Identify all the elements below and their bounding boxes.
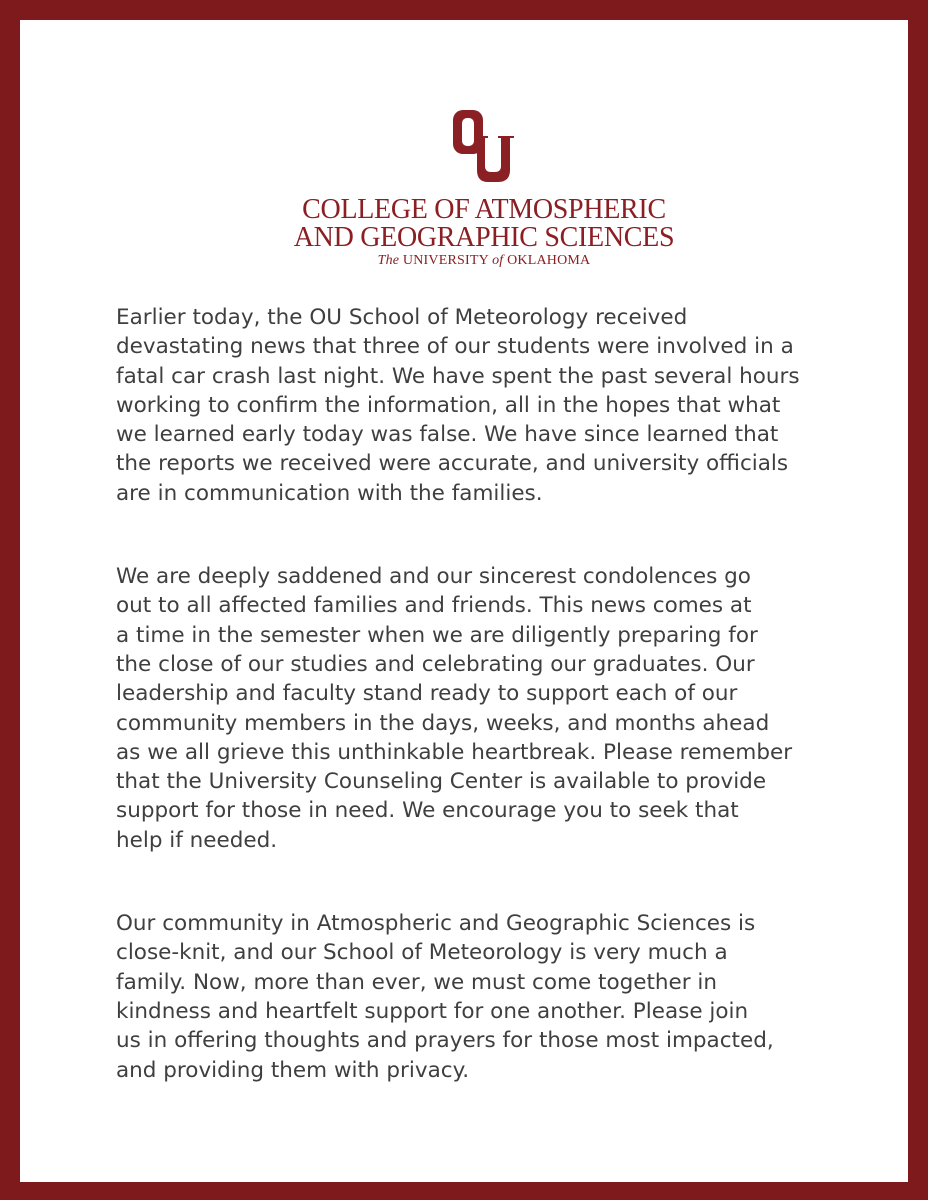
university-the: The: [377, 253, 400, 268]
paragraph-line: kindness and heartfelt support for one another. Please join: [116, 998, 749, 1024]
college-name: [20, 196, 928, 252]
paragraph-line: the reports we received were accurate, and university officials: [116, 451, 789, 477]
paragraph-line: out to all affected families and friends. This news comes at: [116, 593, 752, 619]
university-of: of: [492, 253, 504, 268]
ou-logo-icon: [452, 108, 516, 184]
paragraph-line: are in communication with the families.: [116, 480, 543, 506]
university-state: OKLAHOMA: [507, 253, 591, 268]
paragraph-line: support for those in need. We encourage you to seek that: [116, 798, 739, 824]
paragraph-line: We are deeply saddened and our sincerest condolences go: [116, 564, 751, 590]
paragraph-line: fatal car crash last night. We have spent the past several hours: [116, 363, 800, 389]
college-logo: [20, 108, 928, 269]
university-word: UNIVERSITY: [402, 253, 489, 268]
paragraph-line: working to confirm the information, all in the hopes that what: [116, 392, 781, 418]
paragraph-3: [116, 909, 836, 1085]
college-name-line-1: COLLEGE OF ATMOSPHERIC: [302, 194, 666, 225]
paragraph-2: [116, 562, 836, 855]
paragraph-1: [116, 303, 836, 508]
paragraph-line: help if needed.: [116, 827, 278, 853]
paragraph-line: that the University Counseling Center is available to provide: [116, 769, 767, 795]
paragraph-line: community members in the days, weeks, and months ahead: [116, 710, 770, 736]
paragraph-line: Earlier today, the OU School of Meteorology received: [116, 305, 688, 330]
statement-body: [116, 303, 836, 1085]
paragraph-line: us in offering thoughts and prayers for those most impacted,: [116, 1028, 774, 1054]
paragraph-line: and providing them with privacy.: [116, 1057, 470, 1083]
college-name-line-2: AND GEOGRAPHIC SCIENCES: [293, 222, 675, 253]
paragraph-line: we learned early today was false. We have since learned that: [116, 422, 779, 448]
paragraph-line: Our community in Atmospheric and Geographic Sciences is: [116, 911, 756, 937]
paragraph-line: close-knit, and our School of Meteorology is very much a: [116, 940, 728, 966]
paragraph-line: leadership and faculty stand ready to support each of our: [116, 681, 738, 707]
paragraph-line: as we all grieve this unthinkable heartbreak. Please remember: [116, 739, 793, 765]
paragraph-line: devastating news that three of our students were involved in a: [116, 334, 794, 360]
paragraph-line: a time in the semester when we are diligently preparing for: [116, 622, 758, 648]
paragraph-line: family. Now, more than ever, we must come together in: [116, 969, 718, 995]
paragraph-line: the close of our studies and celebrating our graduates. Our: [116, 651, 755, 677]
university-name: [20, 253, 928, 269]
